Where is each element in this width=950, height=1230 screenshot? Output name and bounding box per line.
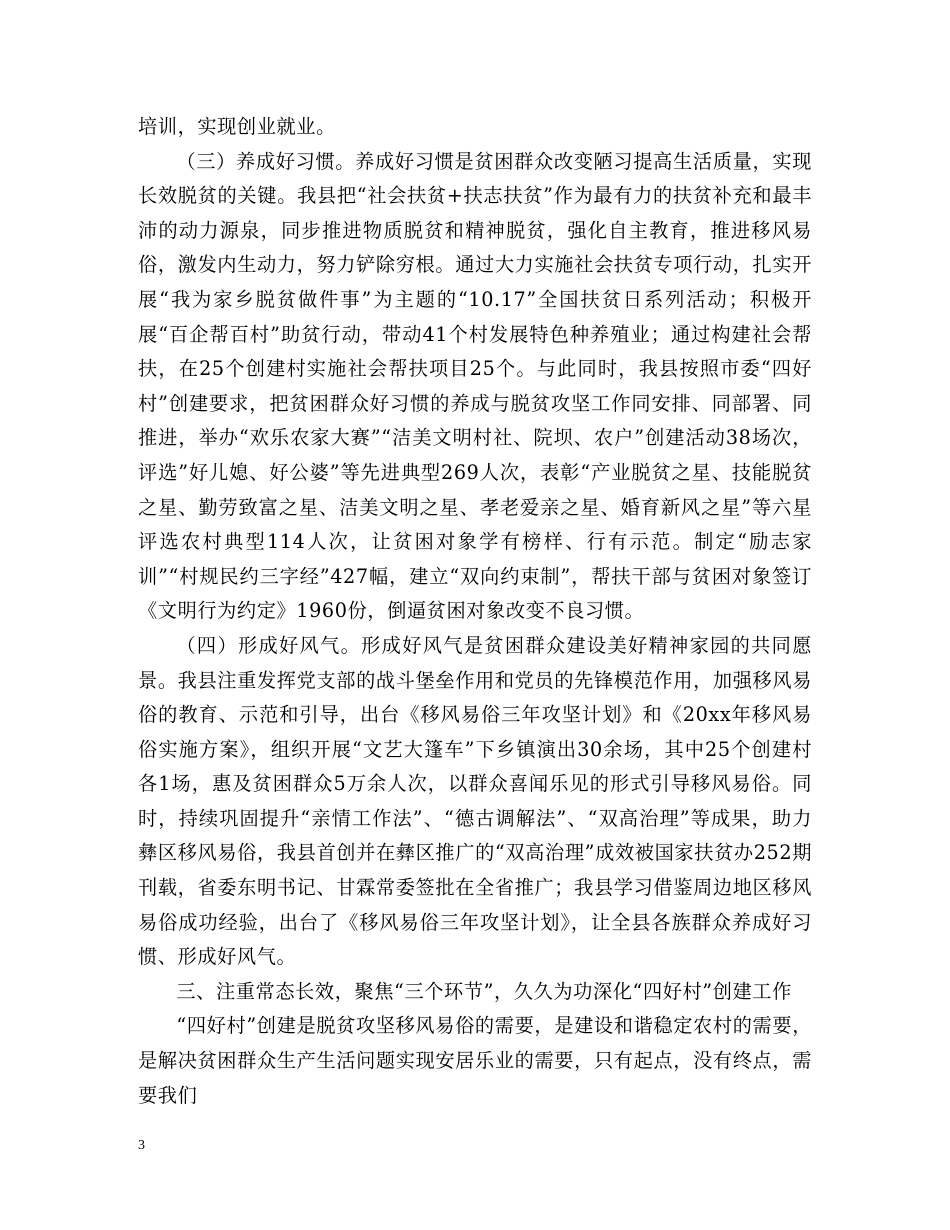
page-number: 3 xyxy=(138,1138,145,1153)
paragraph-continuation: 培训，实现创业就业。 xyxy=(138,115,336,138)
paragraph-good-habits: （三）养成好习惯。养成好习惯是贫困群众改变陋习提高生活质量，实现长效脱贫的关键。我县把“社会扶贫+扶志扶贫”作为最有力的扶贫补充和最丰沛的动力源泉，同步推进物质脱贫和精神脱贫，强化自主教育，推进移风易俗，激发内生动力，努力铲除穷根。通过大力实施社会扶贫专项行动，扎实开展“我为家乡脱贫做件事”为主题的“10.17”全国扶贫日系列活动；积极开展“百企帮百村”助贫行动，带动41个村发展特色种养殖业；通过构建社会帮扶，在25个创建村实施社会帮扶项目25个。与此同时，我县按照市委“四好村”创建要求，把贫困群众好习惯的养成与脱贫攻坚工作同安排、同部署、同推进，举办“欢乐农家大赛”“洁美文明村社、院坝、农户”创建活动38场次，评选”好儿媳、好公婆”等先进典型269人次，表彰“产业脱贫之星、技能脱贫之星、勤劳致富之星、洁美文明之星、孝老爱亲之星、婚育新风之星”等六星评选农村典型114人次，让贫困对象学有榜样、行有示范。制定“励志家训”“村规民约三字经”427幅，建立“双向约束制”，帮扶干部与贫困对象签订《文明行为约定》1960份，倒逼贫困对象改变不良习惯。 xyxy=(138,149,812,623)
paragraph-good-customs: （四）形成好风气。形成好风气是贫困群众建设美好精神家园的共同愿景。我县注重发挥党支部的战斗堡垒作用和党员的先锋模范作用，加强移风易俗的教育、示范和引导，出台《移风易俗三年攻坚计划》和《20xx年移风易俗实施方案》，组织开展“文艺大篷车”下乡镇演出30余场，其中25个创建村各1场，惠及贫困群众5万余人次，以群众喜闻乐见的形式引导移风易俗。同时，持续巩固提升“亲情工作法”、“德古调解法”、“双高治理”等成果，助力彝区移风易俗，我县首创并在彝区推广的“双高治理”成效被国家扶贫办252期刊载，省委东明书记、甘霖常委签批在全省推广；我县学习借鉴周边地区移风易俗成功经验，出台了《移风易俗三年攻坚计划》，让全县各族群众养成好习惯、形成好风气。 xyxy=(138,633,812,969)
section-heading-three: 三、注重常态长效，聚焦“三个环节”，久久为功深化“四好村”创建工作 xyxy=(176,979,792,1003)
document-body xyxy=(138,110,812,1113)
paragraph-four-good-villages: “四好村”创建是脱贫攻坚移风易俗的需要，是建设和谐稳定农村的需要，是解决贫困群众生产生活问题实现安居乐业的需要，只有起点，没有终点，需要我们 xyxy=(138,1014,812,1107)
